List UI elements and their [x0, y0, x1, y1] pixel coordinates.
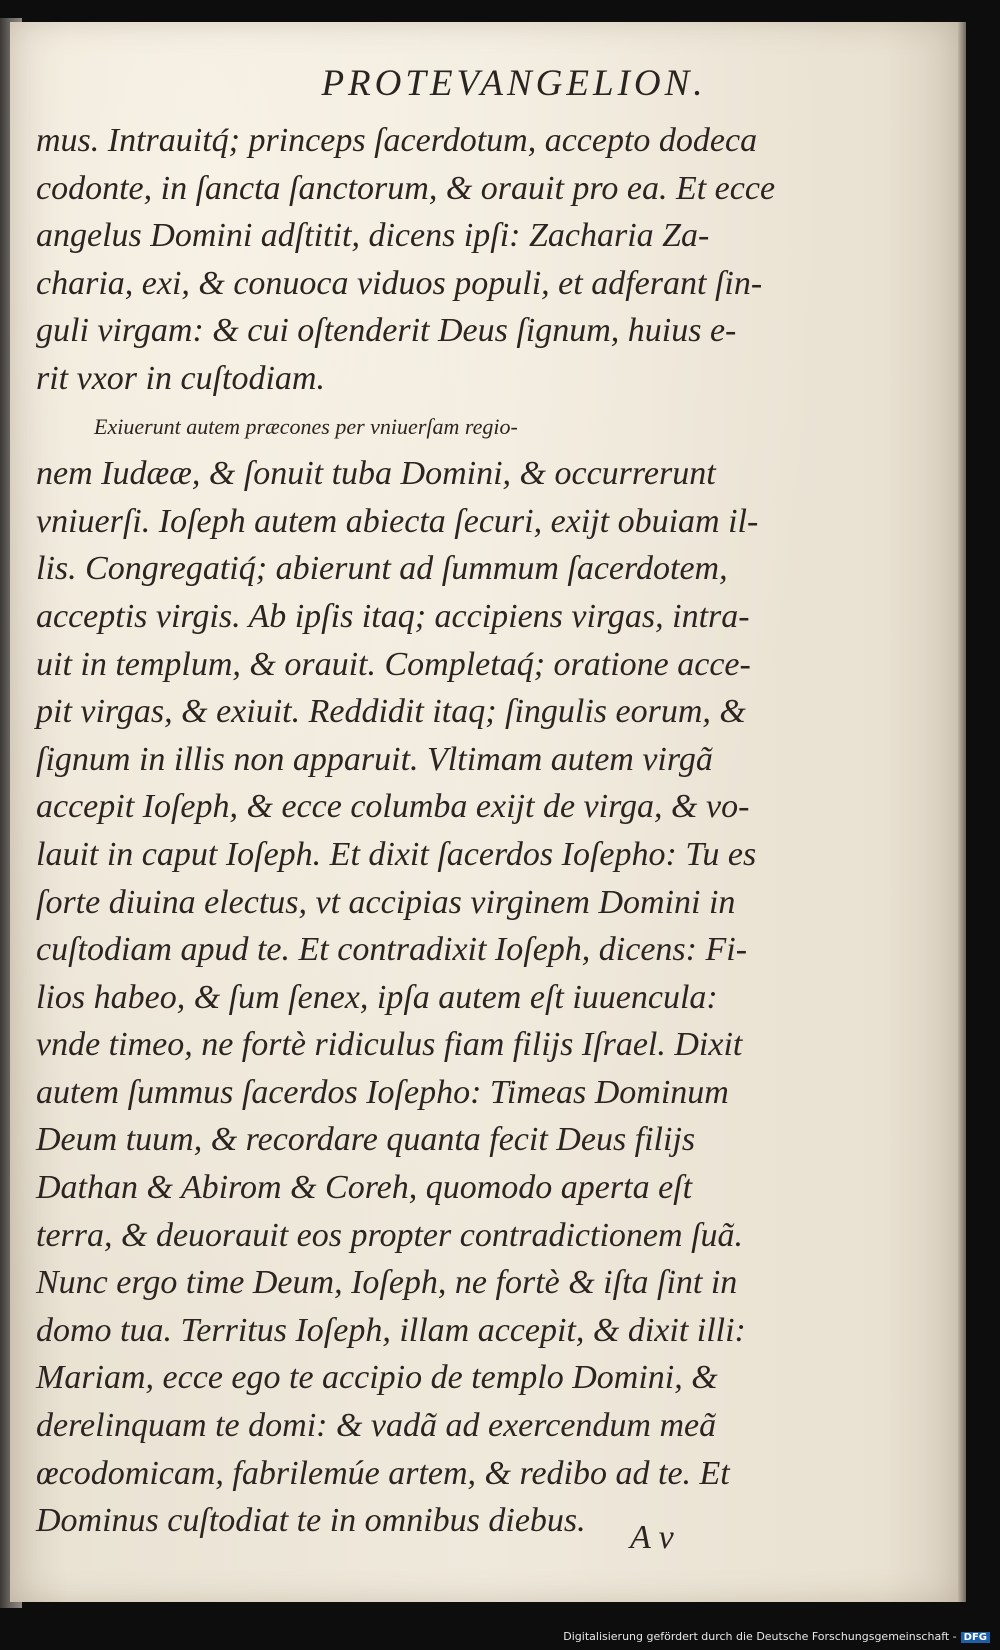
catchword: A v [630, 1519, 674, 1556]
text-line: autem ſummus ſacerdos Ioſepho: Timeas Dominum [36, 1073, 729, 1111]
text-line: Dathan & Abirom & Coreh, quomodo aperta eſt [36, 1169, 693, 1207]
text-line: lauit in caput Ioſeph. Et dixit ſacerdos Ioſepho: Tu es [36, 835, 757, 873]
text-line: Exiuerunt autem præcones per vniuerſam regio- [94, 413, 518, 439]
text-line: charia, exi, & conuoca viduos populi, et adferant ſin- [36, 264, 763, 302]
text-line: terra, & deuorauit eos propter contradictionem ſuã. [36, 1216, 744, 1254]
text-line: Nunc ergo time Deum, Ioſeph, ne fortè & iſta ſint in [36, 1264, 738, 1302]
running-head: PROTEVANGELION. [321, 63, 707, 104]
text-line: œcodomicam, fabrilemúe artem, & redibo ad te. Et [36, 1454, 730, 1492]
text-line: accepit Ioſeph, & ecce columba exijt de virga, & vo- [36, 788, 750, 826]
text-line: ſignum in illis non apparuit. Vltimam autem virgã [36, 740, 713, 778]
book-page [10, 22, 958, 1602]
text-line: mus. Intrauitq́; princeps ſacerdotum, accepto dodeca [36, 122, 758, 159]
text-block [36, 117, 936, 1545]
text-line: guli virgam: & cui oſtenderit Deus ſignum, huius e- [36, 312, 737, 350]
page-edge [958, 22, 966, 1602]
text-line: Mariam, ecce ego te accipio de templo Domini, & [36, 1359, 718, 1397]
text-line: Dominus cuſtodiat te in omnibus diebus. [36, 1502, 586, 1540]
text-line: cuſtodiam apud te. Et contradixit Ioſeph, dicens: Fi- [36, 931, 748, 969]
text-line: rit vxor in cuſtodiam. [36, 359, 325, 397]
text-line: acceptis virgis. Ab ipſis itaq; accipiens virgas, intra- [36, 597, 750, 635]
digitization-credit [563, 1630, 990, 1643]
dfg-logo: DFG [961, 1632, 990, 1643]
text-line: nem Iudææ, & ſonuit tuba Domini, & occurrerunt [36, 455, 716, 493]
credit-text: Digitalisierung gefördert durch die Deutsche Forschungsgemeinschaft - [563, 1630, 957, 1643]
text-line: vnde timeo, ne fortè ridiculus fiam filijs Iſrael. Dixit [36, 1026, 743, 1064]
text-line: codonte, in ſancta ſanctorum, & orauit pro ea. Et ecce [36, 169, 776, 207]
text-line: angelus Domini adſtitit, dicens ipſi: Zacharia Za- [36, 217, 710, 255]
text-line: lios habeo, & ſum ſenex, ipſa autem eſt iuuencula: [36, 978, 718, 1016]
text-line: uit in templum, & orauit. Completaq́; oratione acce- [36, 645, 751, 683]
text-line: derelinquam te domi: & vadã ad exercendum meã [36, 1407, 717, 1445]
text-line: Deum tuum, & recordare quanta fecit Deus filijs [36, 1121, 696, 1159]
text-line: ſorte diuina electus, vt accipias virginem Domini in [36, 883, 736, 921]
text-line: pit virgas, & exiuit. Reddidit itaq; ſingulis eorum, & [36, 693, 746, 731]
text-line: domo tua. Territus Ioſeph, illam accepit, & dixit illi: [36, 1311, 746, 1349]
text-line: lis. Congregatiq́; abierunt ad ſummum ſacerdotem, [36, 550, 728, 588]
text-line: vniuerſi. Ioſeph autem abiecta ſecuri, exijt obuiam il- [36, 502, 759, 540]
